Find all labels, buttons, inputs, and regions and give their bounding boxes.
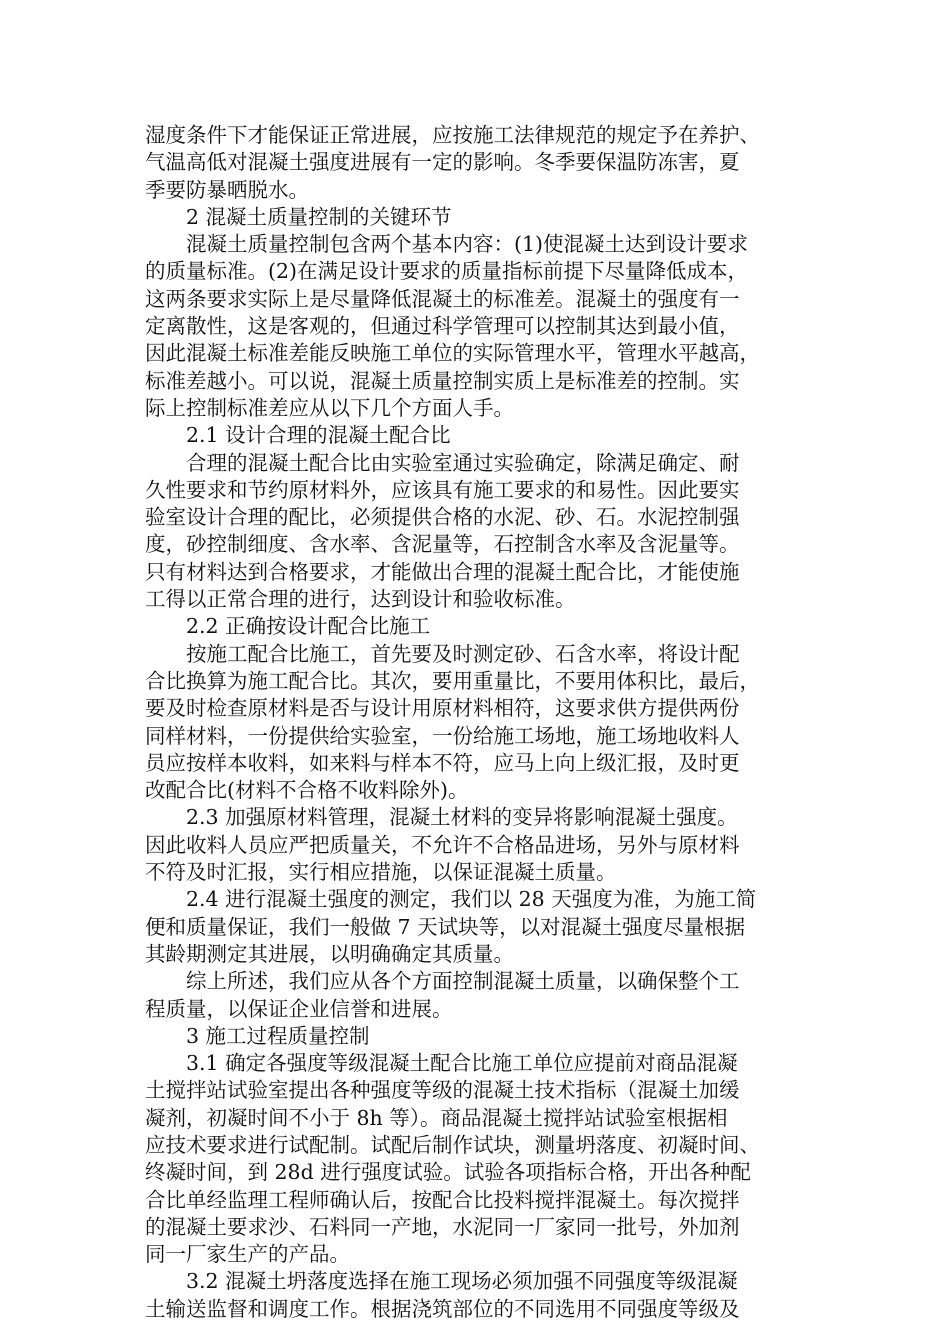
text-line: 工得以正常合理的进行，达到设计和验收标准。 [145,587,576,612]
text-line: 要及时检查原材料是否与设计用原材料相符，这要求供方提供两份 [145,696,740,721]
text-line: 因此混凝土标准差能反映施工单位的实际管理水平，管理水平越高， [145,341,760,366]
text-line: 定离散性，这是客观的，但通过科学管理可以控制其达到最小值， [145,314,740,339]
document-body [145,122,805,1323]
text-line: 其龄期测定其进展，以明确确定其质量。 [145,941,514,966]
text-line: 便和质量保证，我们一般做 7 天试块等，以对混凝土强度尽量根据 [145,914,746,939]
text-line: 久性要求和节约原材料外，应该具有施工要求的和易性。因此要实 [145,477,740,502]
text-line: 因此收料人员应严把质量关，不允许不合格品进场，另外与原材料 [145,832,740,857]
text-line: 员应按样本收料，如来料与样本不符，应马上向上级汇报，及时更 [145,750,740,775]
text-line: 的质量标准。(2)在满足设计要求的质量指标前提下尽量降低成本， [145,259,749,284]
text-line: 2.1 设计合理的混凝土配合比 [186,423,451,448]
text-line: 合比单经监理工程师确认后，按配合比投料搅拌混凝土。每次搅拌 [145,1187,740,1212]
text-line: 际上控制标准差应从以下几个方面人手。 [145,395,514,420]
text-line: 度，砂控制细度、含水率、含泥量等，石控制含水率及含泥量等。 [145,532,740,557]
text-line: 湿度条件下才能保证正常进展，应按施工法律规范的规定予在养护、 [145,123,760,147]
text-line: 同样材料，一份提供给实验室，一份给施工场地，施工场地收料人 [145,723,740,748]
text-line: 合比换算为施工配合比。其次，要用重量比，不要用体积比，最后， [145,668,760,693]
text-line: 不符及时汇报，实行相应措施，以保证混凝土质量。 [145,860,617,885]
text-line: 这两条要求实际上是尽量降低混凝土的标准差。混凝土的强度有一 [145,286,740,311]
text-line: 终凝时间，到 28d 进行强度试验。试验各项指标合格，开出各种配 [145,1160,751,1185]
text-line: 的混凝土要求沙、石料同一产地，水泥同一厂家同一批号，外加剂 [145,1214,740,1239]
text-line: 气温高低对混凝土强度进展有一定的影响。冬季要保温防冻害，夏 [145,150,740,175]
text-line: 凝剂，初凝时间不小于 8h 等）。商品混凝土搅拌站试验室根据相 [145,1105,728,1130]
text-line: 2 混凝土质量控制的关键环节 [186,204,452,229]
text-line: 只有材料达到合格要求，才能做出合理的混凝土配合比，才能使施 [145,559,740,584]
text-line: 土输送监督和调度工作。根据浇筑部位的不同选用不同强度等级及 [145,1296,740,1321]
text-line: 2.4 进行混凝土强度的测定，我们以 28 天强度为准，为施工简 [186,887,757,912]
text-line: 土搅拌站试验室提出各种强度等级的混凝土技术指标（混凝土加缓 [145,1078,740,1103]
text-line: 按施工配合比施工，首先要及时测定砂、石含水率，将设计配 [186,641,740,666]
text-line: 改配合比(材料不合格不收料除外)。 [145,778,469,803]
text-line: 标准差越小。可以说，混凝土质量控制实质上是标准差的控制。实 [145,368,740,393]
text-line: 3 施工过程质量控制 [186,1023,370,1048]
text-line: 程质量，以保证企业信誉和进展。 [145,996,453,1021]
text-line: 2.3 加强原材料管理，混凝土材料的变异将影响混凝土强度。 [186,805,738,830]
text-line: 验室设计合理的配比，必须提供合格的水泥、砂、石。水泥控制强 [145,505,740,530]
text-line: 应技术要求进行试配制。试配后制作试块，测量坍落度、初凝时间、 [145,1132,760,1157]
text-line: 综上所述，我们应从各个方面控制混凝土质量，以确保整个工 [186,969,740,994]
text-line: 2.2 正确按设计配合比施工 [186,614,431,639]
text-line: 同一厂家生产的产品。 [145,1242,350,1267]
text-line: 季要防暴晒脱水。 [145,177,309,202]
text-line: 混凝土质量控制包含两个基本内容：(1)使混凝土达到设计要求 [186,232,749,257]
text-line: 3.2 混凝土坍落度选择在施工现场必须加强不同强度等级混凝 [186,1269,738,1294]
text-line: 合理的混凝土配合比由实验室通过实验确定，除满足确定、耐 [186,450,740,475]
text-line: 3.1 确定各强度等级混凝土配合比施工单位应提前对商品混凝 [186,1051,738,1076]
